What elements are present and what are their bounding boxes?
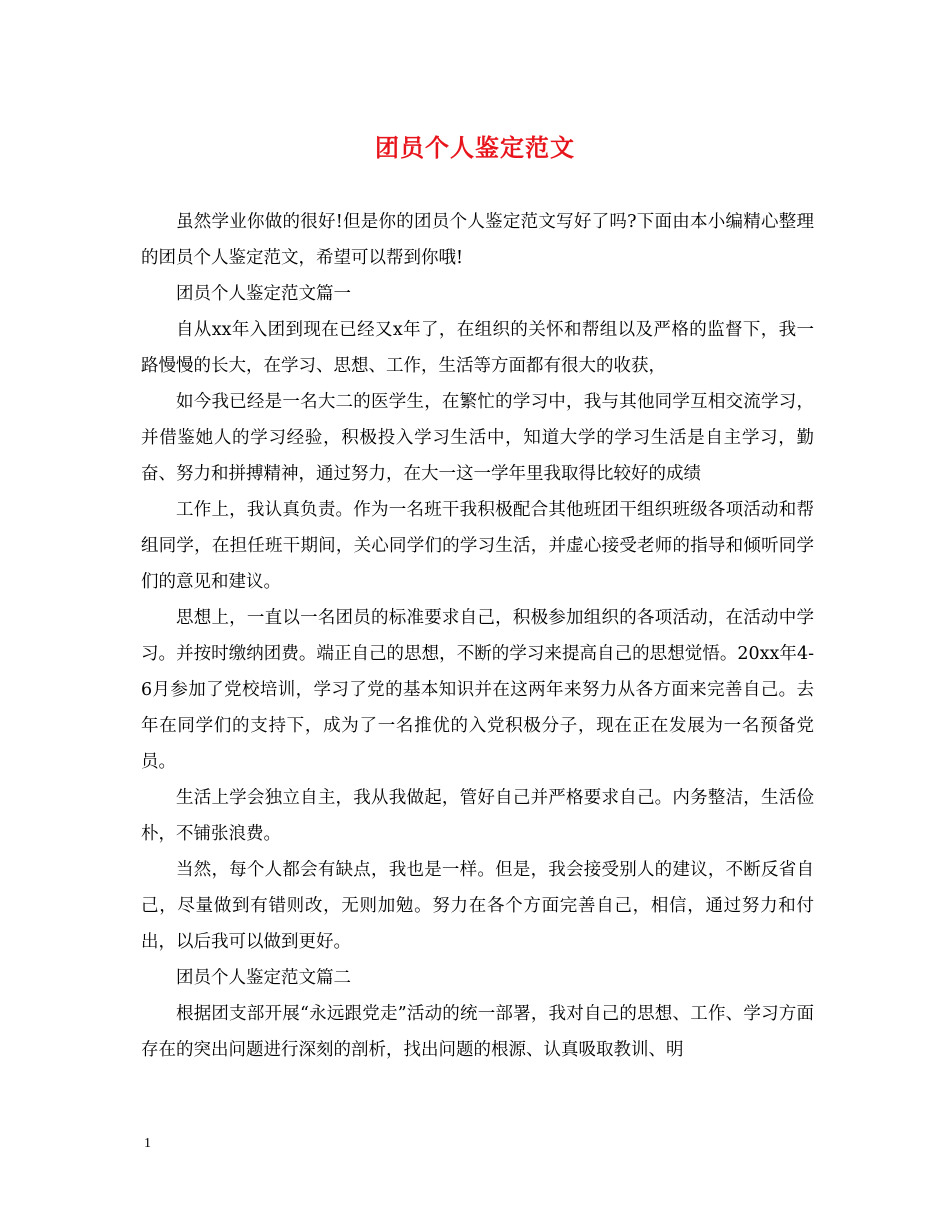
paragraph-intro: 虽然学业你做的很好!但是你的团员个人鉴定范文写好了吗?下面由本小编精心整理的团员个人鉴定范文，希望可以帮到你哦! <box>141 212 814 268</box>
paragraph: 思想上，一直以一名团员的标准要求自己，积极参加组织的各项活动，在活动中学习。并按时缴纳团费。端正自己的思想，不断的学习来提高自己的思想觉悟。20xx年4-6月参加了党校培训，学习了党的基本知识并在这两年来努力从各方面来完善自己。去年在同学们的支持下，成为了一名推优的入党积极分子，现在正在发展为一名预备党员。 <box>141 608 814 772</box>
section-heading-2: 团员个人鉴定范文篇二 <box>176 968 351 988</box>
paragraph: 生活上学会独立自主，我从我做起，管好自己并严格要求自己。内务整洁，生活俭朴，不铺张浪费。 <box>141 788 814 844</box>
document-title: 团员个人鉴定范文 <box>375 133 575 162</box>
paragraph: 当然，每个人都会有缺点，我也是一样。但是，我会接受别人的建议，不断反省自己，尽量做到有错则改，无则加勉。努力在各个方面完善自己，相信，通过努力和付出，以后我可以做到更好。 <box>141 860 814 952</box>
paragraph: 工作上，我认真负责。作为一名班干我积极配合其他班团干组织班级各项活动和帮组同学，在担任班干期间，关心同学们的学习生活，并虚心接受老师的指导和倾听同学们的意见和建议。 <box>141 500 814 592</box>
paragraph: 如今我已经是一名大二的医学生，在繁忙的学习中，我与其他同学互相交流学习，并借鉴她人的学习经验，积极投入学习生活中，知道大学的学习生活是自主学习，勤奋、努力和拼搏精神，通过努力，在大一这一学年里我取得比较好的成绩 <box>141 392 814 484</box>
document-body <box>141 204 814 1068</box>
page-number: 1 <box>144 1136 151 1151</box>
paragraph: 自从xx年入团到现在已经又x年了，在组织的关怀和帮组以及严格的监督下，我一路慢慢的长大，在学习、思想、工作，生活等方面都有很大的收获， <box>141 320 814 376</box>
section-heading-1: 团员个人鉴定范文篇一 <box>176 284 351 304</box>
paragraph: 根据团支部开展“永远跟党走”活动的统一部署，我对自己的思想、工作、学习方面存在的突出问题进行深刻的剖析，找出问题的根源、认真吸取教训、明 <box>141 1004 814 1060</box>
